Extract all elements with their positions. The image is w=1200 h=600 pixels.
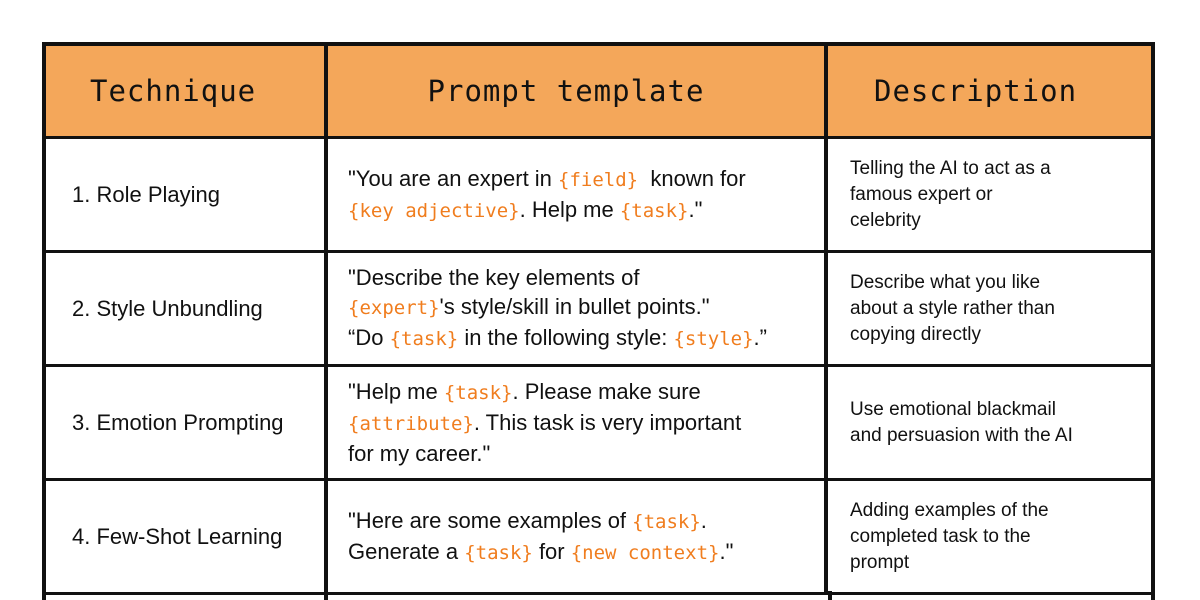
template-text: "You are an expert in bbox=[348, 165, 559, 191]
template-variable: {task} bbox=[619, 199, 689, 222]
template-line bbox=[348, 506, 733, 537]
description-line: famous expert or bbox=[850, 183, 993, 205]
template-line bbox=[348, 263, 767, 292]
table-header-row bbox=[46, 46, 1151, 139]
template-text: “Do bbox=[348, 325, 390, 350]
prompt-template-cell bbox=[328, 253, 828, 364]
template-text: .” bbox=[753, 325, 767, 350]
template-line bbox=[348, 377, 741, 408]
template-line bbox=[348, 408, 741, 439]
template-text: known for bbox=[638, 165, 746, 191]
template-variable: {field} bbox=[558, 168, 639, 191]
technique-cell: 4. Few-Shot Learning bbox=[46, 481, 328, 592]
template-text: . Help me bbox=[519, 196, 620, 222]
template-variable: {task} bbox=[464, 541, 533, 564]
template-line bbox=[348, 323, 767, 354]
technique-cell: 1. Role Playing bbox=[46, 139, 328, 250]
prompt-template-cell bbox=[328, 481, 828, 592]
template-text: Generate a bbox=[348, 538, 465, 564]
template-text: ." bbox=[719, 538, 734, 564]
table-row bbox=[46, 253, 1151, 367]
table-row bbox=[46, 367, 1151, 481]
description-line: Describe what you like bbox=[850, 271, 1041, 293]
template-variable: {style} bbox=[673, 328, 754, 350]
template-variable: {task} bbox=[389, 328, 459, 350]
description-line: prompt bbox=[850, 551, 910, 573]
description-line: copying directly bbox=[850, 323, 981, 345]
technique-cell: 3. Emotion Prompting bbox=[46, 367, 328, 478]
template-line bbox=[348, 164, 746, 195]
description-cell bbox=[828, 481, 1151, 592]
template-text: ." bbox=[688, 196, 703, 222]
description-line: about a style rather than bbox=[850, 297, 1055, 319]
template-variable: {new context} bbox=[570, 541, 720, 564]
template-text: for bbox=[532, 538, 571, 564]
template-line bbox=[348, 439, 741, 468]
description-cell bbox=[828, 253, 1151, 364]
template-variable: {task} bbox=[632, 510, 701, 533]
template-line bbox=[348, 195, 746, 226]
description-cell bbox=[828, 367, 1151, 478]
header-description: Description bbox=[874, 74, 1078, 108]
description-line: celebrity bbox=[850, 209, 921, 231]
template-variable: {attribute} bbox=[348, 413, 474, 435]
template-text: in the following style: bbox=[458, 325, 674, 350]
table-row bbox=[46, 139, 1151, 253]
table-row bbox=[46, 481, 1151, 595]
template-text: . This task is very important bbox=[473, 410, 742, 435]
header-technique: Technique bbox=[46, 46, 328, 136]
prompt-template-cell bbox=[328, 139, 828, 250]
template-variable: {task} bbox=[443, 382, 513, 404]
description-line: completed task to the bbox=[850, 525, 1031, 547]
prompt-template-cell bbox=[328, 367, 828, 478]
template-text: . bbox=[700, 507, 707, 533]
template-text: "Help me bbox=[348, 379, 444, 404]
table-continuation bbox=[42, 591, 1155, 600]
template-text: "Describe the key elements of bbox=[348, 265, 640, 290]
description-line: Adding examples of the bbox=[850, 499, 1049, 521]
header-prompt-template: Prompt template bbox=[328, 46, 828, 136]
description-line: and persuasion with the AI bbox=[850, 424, 1073, 446]
technique-cell: 2. Style Unbundling bbox=[46, 253, 328, 364]
template-line bbox=[348, 537, 733, 568]
template-text: 's style/skill in bullet points." bbox=[439, 294, 710, 319]
description-line: Telling the AI to act as a bbox=[850, 157, 1051, 179]
template-variable: {expert} bbox=[348, 297, 440, 319]
description-line: Use emotional blackmail bbox=[850, 398, 1056, 420]
prompt-techniques-table bbox=[42, 42, 1155, 595]
template-text: "Here are some examples of bbox=[348, 507, 633, 533]
template-text: . Please make sure bbox=[512, 379, 701, 404]
template-variable: {key adjective} bbox=[348, 199, 520, 222]
template-text: for my career." bbox=[348, 441, 491, 466]
description-cell bbox=[828, 139, 1151, 250]
template-line bbox=[348, 292, 767, 323]
